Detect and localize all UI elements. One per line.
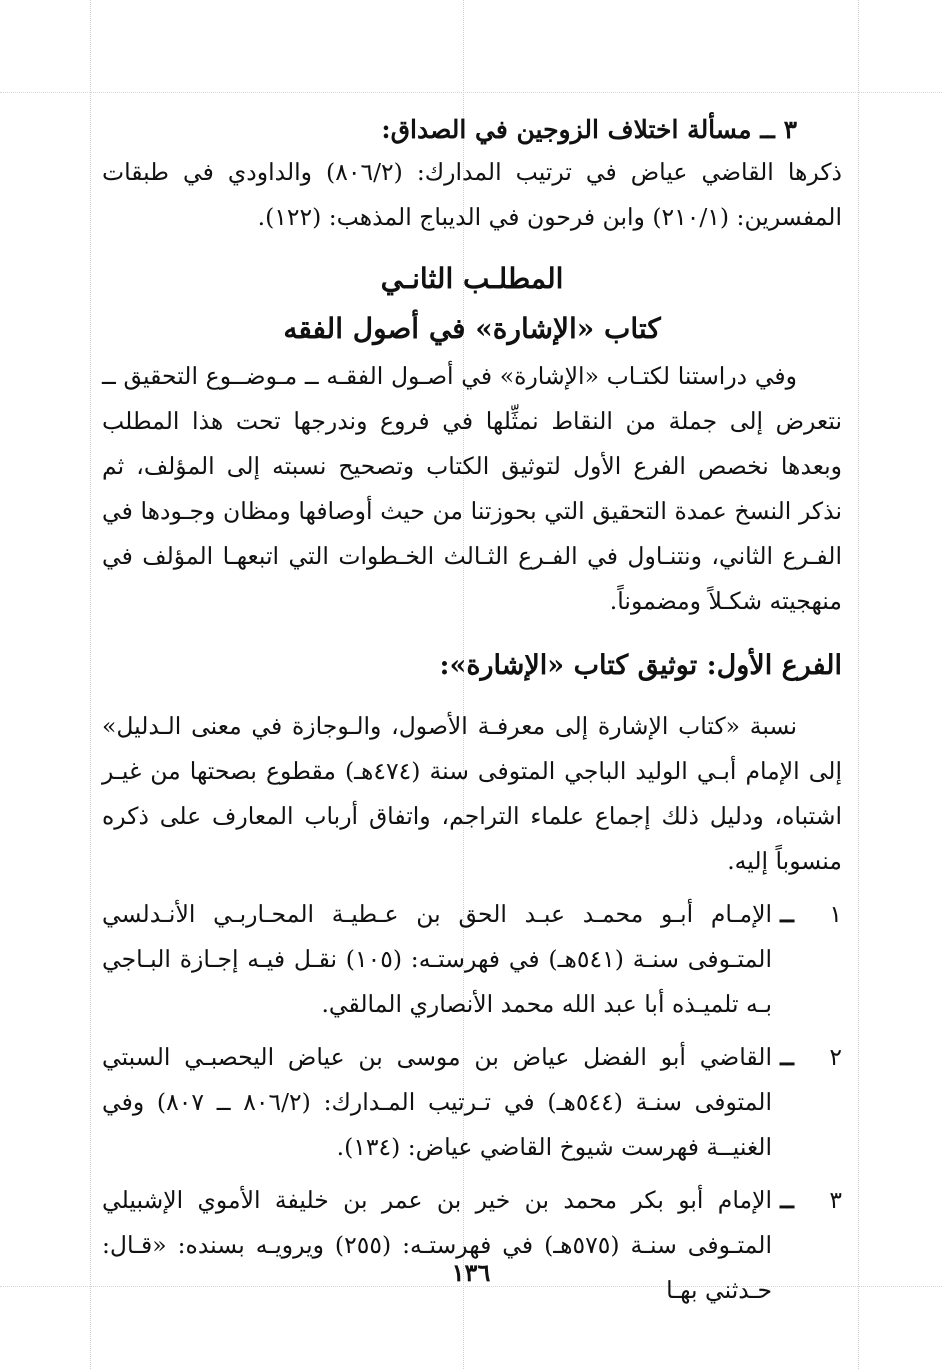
far1-paragraph: نسبة «كتاب الإشارة إلى معرفـة الأصول، والـوجازة في معنى الـدليل» إلى الإمام أبـي الوليد الباجي المتوفى سنة (٤٧٤هـ) مقطوع بصحتها من غيـر اشتباه، ودليل ذلك إجماع علماء التراجم، واتفاق أرباب المعارف على ذكره منسوباً إليه.	[102, 712, 842, 875]
page-content	[102, 110, 842, 1313]
list-item-dash: ــ	[780, 1186, 794, 1214]
list-item-dash: ــ	[780, 1043, 794, 1071]
list-item-number: ١	[829, 900, 842, 928]
issue-heading: ٣ ــ مسألة اختلاف الزوجين في الصداق:	[381, 115, 797, 144]
list-item-number: ٢	[829, 1043, 842, 1071]
book-title: كتاب «الإشارة» في أصول الفقه	[283, 312, 661, 345]
list-item-text: الإمام أبو بكر محمد بن خير بن عمر بن خليفة الأموي الإشبيلي المتـوفى سنـة (٥٧٥هـ) في فهرستـه: (٢٥٥) ويرويـه بسنده: «قـال: حـدثني بهـا	[102, 1186, 772, 1304]
list-item-dash: ــ	[780, 900, 794, 928]
list-item-number: ٣	[829, 1186, 842, 1214]
far1-title: الفرع الأول: توثيق كتاب «الإشارة»:	[439, 650, 842, 681]
scan-guide-line	[0, 92, 942, 93]
intro-paragraph: وفي دراستنا لكتـاب «الإشارة» في أصـول الفقـه ــ مـوضــوع التحقيق ــ نتعرض إلى جملة من النقاط نمثِّلها في فروع وندرجها تحت هذا المطلب وبعدها نخصص الفرع الأول لتوثيق الكتاب وتصحيح نسبته إلى المؤلف، ثم نذكر النسخ عمدة التحقيق التي بحوزتنا من حيث أوصافها ومظان وجـودها في الفـرع الثاني، ونتنـاول في الفـرع الثـالث الخـطوات التي اتبعهـا المؤلف في منهجيته شكـلاً ومضموناً.	[102, 362, 842, 615]
scan-guide-line	[858, 0, 859, 1369]
list-item-text: الإمـام أبـو محمـد عبـد الحق بن عـطيـة المحـاربـي الأنـدلسي المتـوفى سنـة (٥٤١هـ) في فهرستـه: (١٠٥) نقـل فيـه إجـازة البـاجي بـه تلميـذه أبا عبد الله محمد الأنصاري المالقي.	[102, 900, 773, 1018]
page-number: ١٣٦	[451, 1258, 491, 1287]
list-item	[102, 1178, 842, 1313]
list-item-text: القاضي أبو الفضل عياض بن موسى بن عياض اليحصبـي السبتي المتوفى سنـة (٥٤٤هـ) في تـرتيب المـدارك: (٨٠٦/٢ ــ ٨٠٧) وفي الغنيــة فهرست شيوخ القاضي عياض: (١٣٤).	[102, 1043, 772, 1161]
matlab-title: المطلـب الثانـي	[380, 262, 564, 295]
list-item	[102, 1035, 842, 1170]
issue-paragraph: ذكرها القاضي عياض في ترتيب المدارك: (٨٠٦/٢) والداودي في طبقات المفسرين: (٢١٠/١) وابن فرحون في الديباج المذهب: (١٢٢).	[102, 158, 842, 231]
scan-guide-line	[90, 0, 91, 1369]
list-item	[102, 892, 842, 1027]
